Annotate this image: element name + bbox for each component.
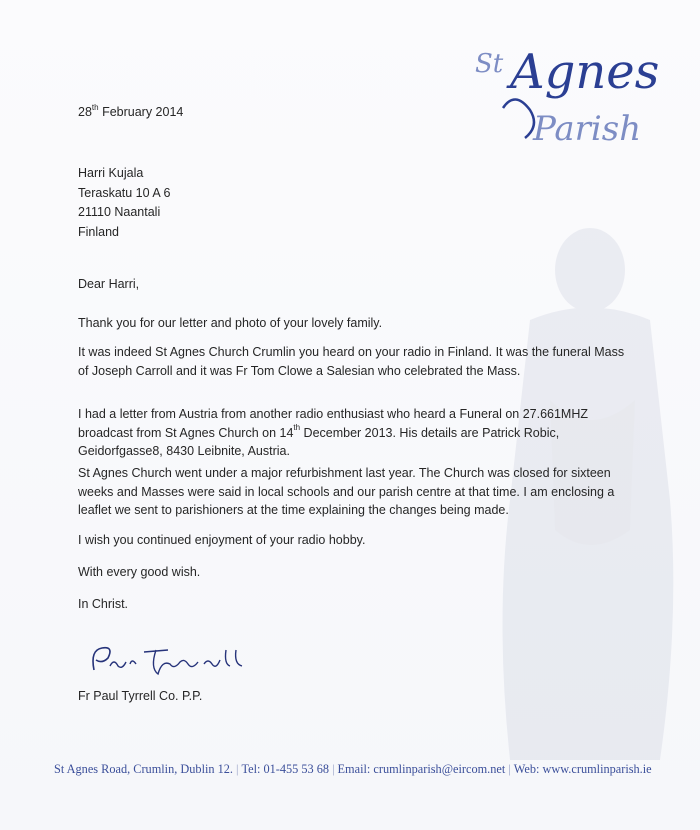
footer-address: St Agnes Road, Crumlin, Dublin 12. — [54, 762, 233, 776]
salutation: Dear Harri, — [78, 277, 140, 291]
paragraph-thanks: Thank you for our letter and photo of your lovely family. — [78, 316, 383, 330]
recipient-line: Harri Kujala — [78, 166, 144, 180]
closing-wish: With every good wish. — [78, 565, 201, 579]
letterhead-footer: St Agnes Road, Crumlin, Dublin 12. | Tel: 01-455 53 68 | Email: crumlinparish@eircom.net | Web: www.crumlinparish.ie — [54, 762, 652, 776]
paragraph-austria: I had a letter from Austria from another radio enthusiast who heard a Funeral on 27.661MHZ broadcast from St Agnes Church on 14th December 2013. His details are Patrick Robic, Geidorfgasse8, 8430 Leibnite, Austria. — [78, 407, 588, 458]
closing-in-christ: In Christ. — [78, 597, 129, 611]
logo-agnes: Agnes — [510, 44, 660, 100]
paragraph-funeral: It was indeed St Agnes Church Crumlin you heard on your radio in Finland. It was the funeral Mass of Joseph Carroll and it was Fr Tom Clowe a Salesian who celebrated the Mass. — [78, 345, 625, 378]
recipient-line: 21110 Naantali — [78, 205, 161, 219]
paragraph-refurbishment: St Agnes Church went under a major refurbishment last year. The Church was closed for sixteen weeks and Masses were said in local schools and our parish centre at that time. I am enclosing a leaflet we sent to parishioners at the time explaining the changes being made. — [78, 466, 615, 517]
footer-web: Web: www.crumlinparish.ie — [513, 762, 652, 776]
signatory-name: Fr Paul Tyrrell Co. P.P. — [78, 689, 203, 703]
logo-parish: Parish — [533, 109, 642, 149]
parish-logo — [455, 30, 660, 150]
footer-email: Email: crumlinparish@eircom.net — [337, 762, 506, 776]
recipient-line: Teraskatu 10 A 6 — [78, 185, 171, 200]
footer-tel: Tel: 01-455 53 68 — [241, 762, 330, 776]
recipient-line: Finland — [78, 224, 119, 239]
handwritten-signature — [86, 640, 251, 680]
paragraph-radio-hobby: I wish you continued enjoyment of your radio hobby. — [78, 533, 366, 547]
letter-date: 28th February 2014 — [78, 102, 184, 119]
recipient-address — [78, 164, 170, 242]
logo-st: St — [475, 49, 504, 79]
